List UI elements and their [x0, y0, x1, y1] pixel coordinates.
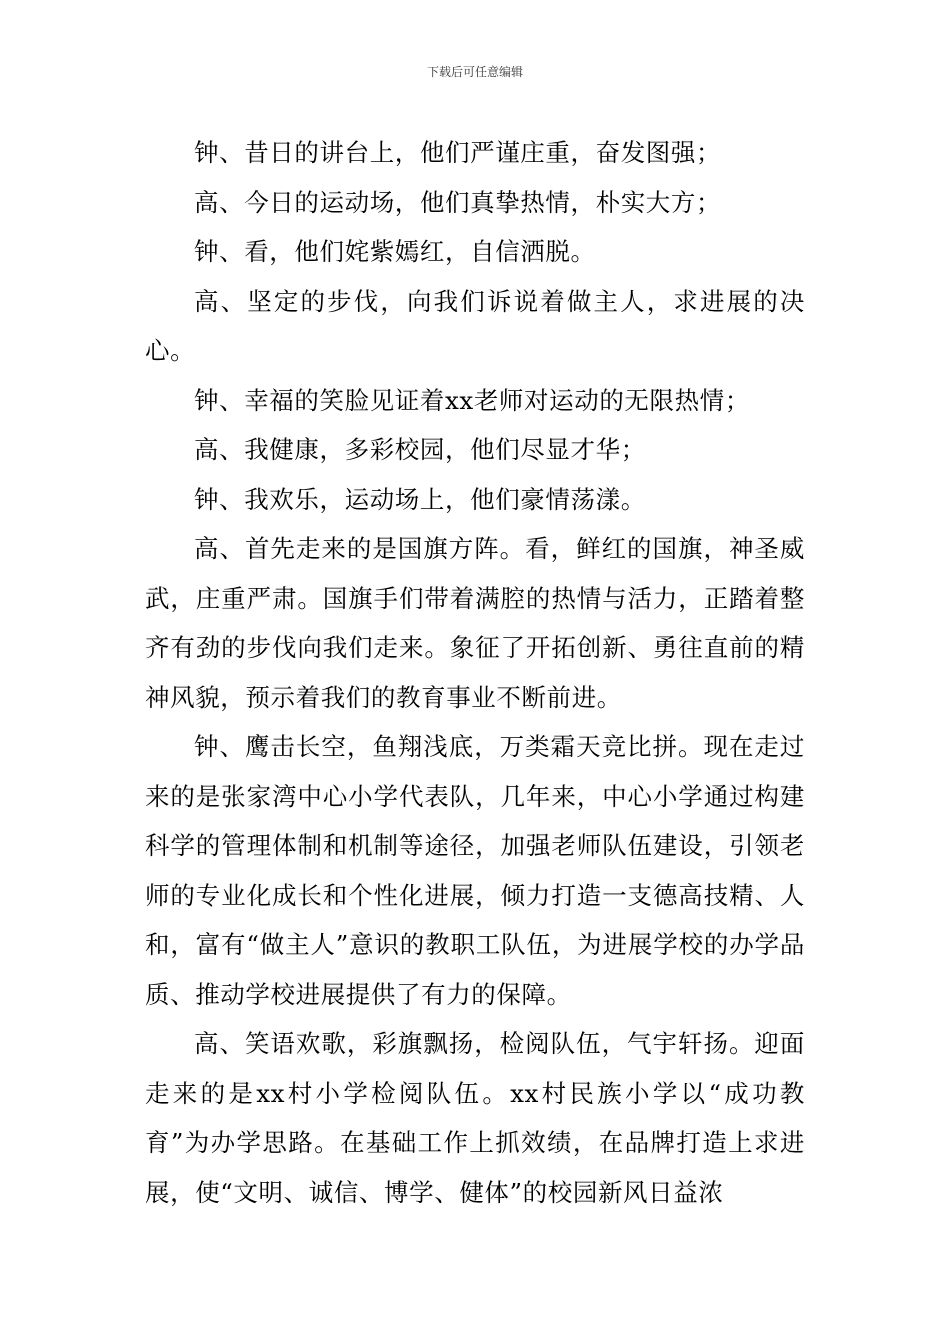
- paragraph: 钟、幸福的笑脸见证着xx老师对运动的无限热情；: [194, 385, 750, 415]
- page-header: 下载后可任意编辑: [426, 65, 523, 79]
- paragraph: 高、笑语欢歌，彩旗飘扬，检阅队伍，气宇轩扬。迎面走来的是xx村小学检阅队伍。xx村民族小学以“成功教育”为办学思路。在基础工作上抓效绩，在品牌打造上求进展，使“文明、诚信、博学、健体”的校园新风日益浓: [145, 1029, 805, 1207]
- document-body: [145, 128, 805, 1217]
- paragraph: 钟、昔日的讲台上，他们严谨庄重，奋发图强；: [194, 138, 722, 167]
- paragraph: 钟、看，他们姹紫嫣红，自信洒脱。: [194, 237, 596, 266]
- paragraph: 高、首先走来的是国旗方阵。看，鲜红的国旗，神圣威武，庄重严肃。国旗手们带着满腔的热情与活力，正踏着整齐有劲的步伐向我们走来。象征了开拓创新、勇往直前的精神风貌，预示着我们的教育事业不断前进。: [145, 534, 805, 712]
- paragraph: 高、坚定的步伐，向我们诉说着做主人，求进展的决心。: [145, 286, 805, 365]
- paragraph: 高、今日的运动场，他们真挚热情，朴实大方；: [194, 187, 722, 217]
- paragraph: 高、我健康，多彩校园，他们尽显才华；: [194, 435, 646, 464]
- paragraph: 钟、鹰击长空，鱼翔浅底，万类霜天竞比拼。现在走过来的是张家湾中心小学代表队，几年来，中心小学通过构建科学的管理体制和机制等途径，加强老师队伍建设，引领老师的专业化成长和个性化进展，倾力打造一支德高技精、人和，富有“做主人”意识的教职工队伍，为进展学校的办学品质、推动学校进展提供了有力的保障。: [145, 732, 805, 1009]
- paragraph: 钟、我欢乐，运动场上，他们豪情荡漾。: [194, 484, 646, 514]
